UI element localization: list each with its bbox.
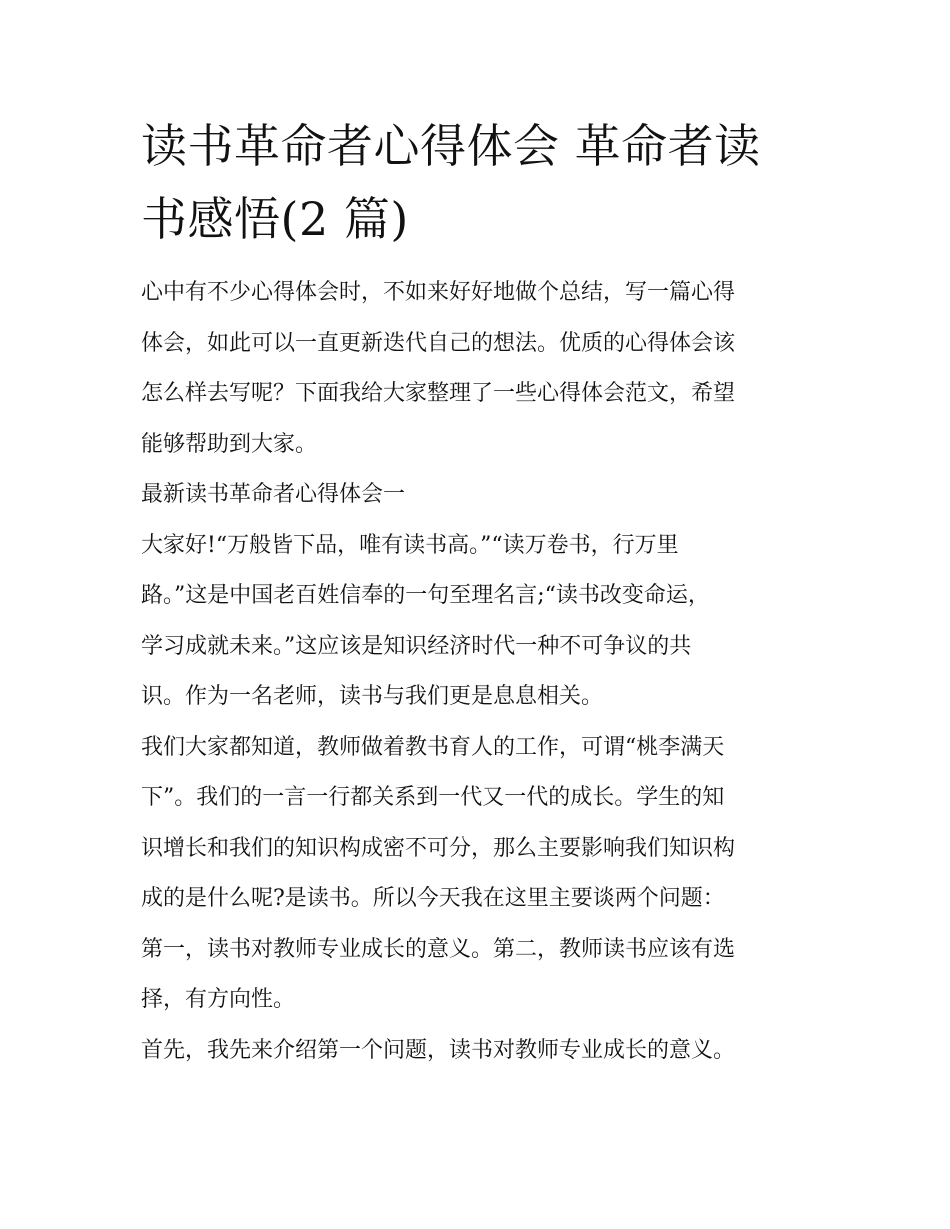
document-title xyxy=(141,110,821,256)
text-line: 心中有不少心得体会时，不如来好好地做个总结，写一篇心得 xyxy=(141,280,736,305)
title-line: 书感悟(2 篇) xyxy=(141,192,409,246)
text-line: 最新读书革命者心得体会一 xyxy=(141,482,406,507)
text-line: 下”。我们的一言一行都关系到一代又一代的成长。学生的知 xyxy=(141,785,725,810)
text-line: 体会，如此可以一直更新迭代自己的想法。优质的心得体会该 xyxy=(141,330,736,356)
text-line: 首先，我先来介绍第一个问题，读书对教师专业成长的意义。 xyxy=(141,1037,736,1063)
text-line: 择，有方向性。 xyxy=(141,987,296,1012)
text-line: 识。作为一名老师，读书与我们更是息息相关。 xyxy=(141,684,604,709)
text-line: 能够帮助到大家。 xyxy=(141,431,318,457)
text-line: 怎么样去写呢？下面我给大家整理了一些心得体会范文，希望 xyxy=(141,381,736,406)
text-line: 识增长和我们的知识构成密不可分，那么主要影响我们知识构 xyxy=(141,835,736,861)
body-paragraph xyxy=(141,1026,821,1077)
body-paragraph xyxy=(141,723,821,1026)
text-line: 大家好!“万般皆下品，唯有读书高。”“读万卷书，行万里 xyxy=(141,532,679,558)
intro-paragraph xyxy=(141,268,821,470)
title-line: 读书革命者心得体会 革命者读 xyxy=(141,119,761,173)
section-heading xyxy=(141,470,821,521)
body-paragraph xyxy=(141,521,821,723)
text-line: 成的是什么呢?是读书。所以今天我在这里主要谈两个问题： xyxy=(141,886,725,911)
document-body xyxy=(141,268,821,1076)
text-line: 学习成就未来。”这应该是知识经济时代一种不可争议的共 xyxy=(141,633,692,659)
text-line: 我们大家都知道，教师做着教书育人的工作，可谓“桃李满天 xyxy=(141,734,725,760)
text-line: 路。”这是中国老百姓信奉的一句至理名言;“读书改变命运， xyxy=(141,583,710,608)
text-line: 第一，读书对教师专业成长的意义。第二，教师读书应该有选 xyxy=(141,936,736,962)
document-content xyxy=(141,110,821,1076)
